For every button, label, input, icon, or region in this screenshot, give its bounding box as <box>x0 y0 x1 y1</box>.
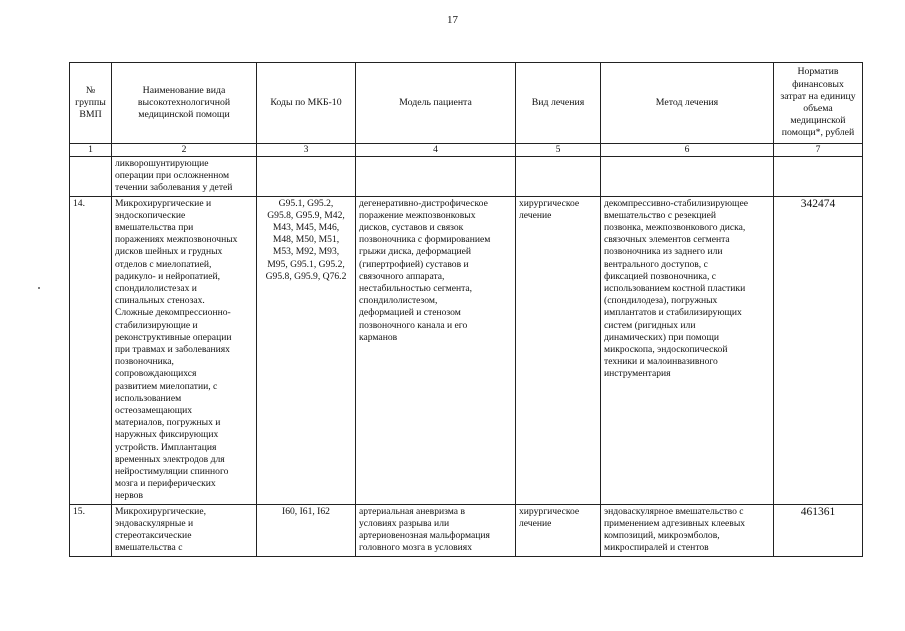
cost-norm-cell: 461361 <box>774 504 863 556</box>
column-number: 6 <box>601 144 774 157</box>
column-number: 1 <box>70 144 112 157</box>
column-number: 5 <box>516 144 601 157</box>
care-type-cell: Микрохирургические и эндоскопические вмешательства при поражениях межпозвоночных дисков шейных и грудных отделов с миелопатией, радикуло- и нейропатией, спондилолистезах и спинальных стенозах. Сложные декомпрессионно- стабилизирующие и реконструктивные операции при травмах и заболеваниях позвоночника, сопровождающихся развитием миелопатии, с использованием остеозамещающих материалов, погружных и наружных фиксирующих устройств. Имплантация временных электродов для нейростимуляции спинного мозга и периферических нервов <box>112 196 257 504</box>
table-row <box>70 157 863 197</box>
icd-codes-cell: I60, I61, I62 <box>257 504 356 556</box>
column-number: 4 <box>356 144 516 157</box>
header-cost-norm: Норматив финансовых затрат на единицу объема медицинской помощи*, рублей <box>774 63 863 144</box>
header-treatment-method: Метод лечения <box>601 63 774 144</box>
header-care-type: Наименование вида высокотехнологичной медицинской помощи <box>112 63 257 144</box>
column-number: 2 <box>112 144 257 157</box>
cost-norm-cell <box>774 157 863 197</box>
header-patient-model: Модель пациента <box>356 63 516 144</box>
table-row <box>70 504 863 556</box>
column-number: 3 <box>257 144 356 157</box>
treatment-method-cell: декомпрессивно-стабилизирующее вмешательство с резекцией позвонка, межпозвонкового диска, связочных элементов сегмента позвоночника из заднего или вентрального доступов, с фиксацией позвоночника, с использованием костной пластики (спондилодеза), погружных имплантатов и стабилизирующих систем (ригидных или динамических) при помощи микроскопа, эндоскопической техники и малоинвазивного инструментария <box>601 196 774 504</box>
header-treatment-type: Вид лечения <box>516 63 601 144</box>
vmp-table <box>69 62 863 557</box>
cost-norm-cell: 342474 <box>774 196 863 504</box>
header-row <box>70 63 863 144</box>
table-row <box>70 196 863 504</box>
patient-model-cell: дегенеративно-дистрофическое поражение межпозвонковых дисков, суставов и связок позвоночника с формированием грыжи диска, деформацией (гипертрофией) суставов и связочного аппарата, нестабильностью сегмента, спондилолистезом, деформацией и стенозом позвоночного канала и его карманов <box>356 196 516 504</box>
row-number <box>70 157 112 197</box>
scan-speck <box>38 287 40 289</box>
care-type-cell: ликворошунтирующие операции при осложненном течении заболевания у детей <box>112 157 257 197</box>
patient-model-cell: артериальная аневризма в условиях разрыва или артериовенозная мальформация головного мозга в условиях <box>356 504 516 556</box>
care-type-cell: Микрохирургические, эндоваскулярные и стереотаксические вмешательства с <box>112 504 257 556</box>
column-number: 7 <box>774 144 863 157</box>
treatment-type-cell: хирургическое лечение <box>516 196 601 504</box>
row-number: 15. <box>70 504 112 556</box>
patient-model-cell <box>356 157 516 197</box>
header-group-number: № группы ВМП <box>70 63 112 144</box>
treatment-method-cell <box>601 157 774 197</box>
icd-codes-cell: G95.1, G95.2, G95.8, G95.9, M42, M43, M45, M46, M48, M50, M51, M53, M92, M93, M95, G95.1, G95.2, G95.8, G95.9, Q76.2 <box>257 196 356 504</box>
page-number: 17 <box>447 14 458 26</box>
treatment-method-cell: эндоваскулярное вмешательство с применением адгезивных клеевых композиций, микроэмболов, микроспиралей и стентов <box>601 504 774 556</box>
icd-codes-cell <box>257 157 356 197</box>
row-number: 14. <box>70 196 112 504</box>
treatment-type-cell: хирургическое лечение <box>516 504 601 556</box>
header-icd-codes: Коды по МКБ-10 <box>257 63 356 144</box>
treatment-type-cell <box>516 157 601 197</box>
column-number-row <box>70 144 863 157</box>
